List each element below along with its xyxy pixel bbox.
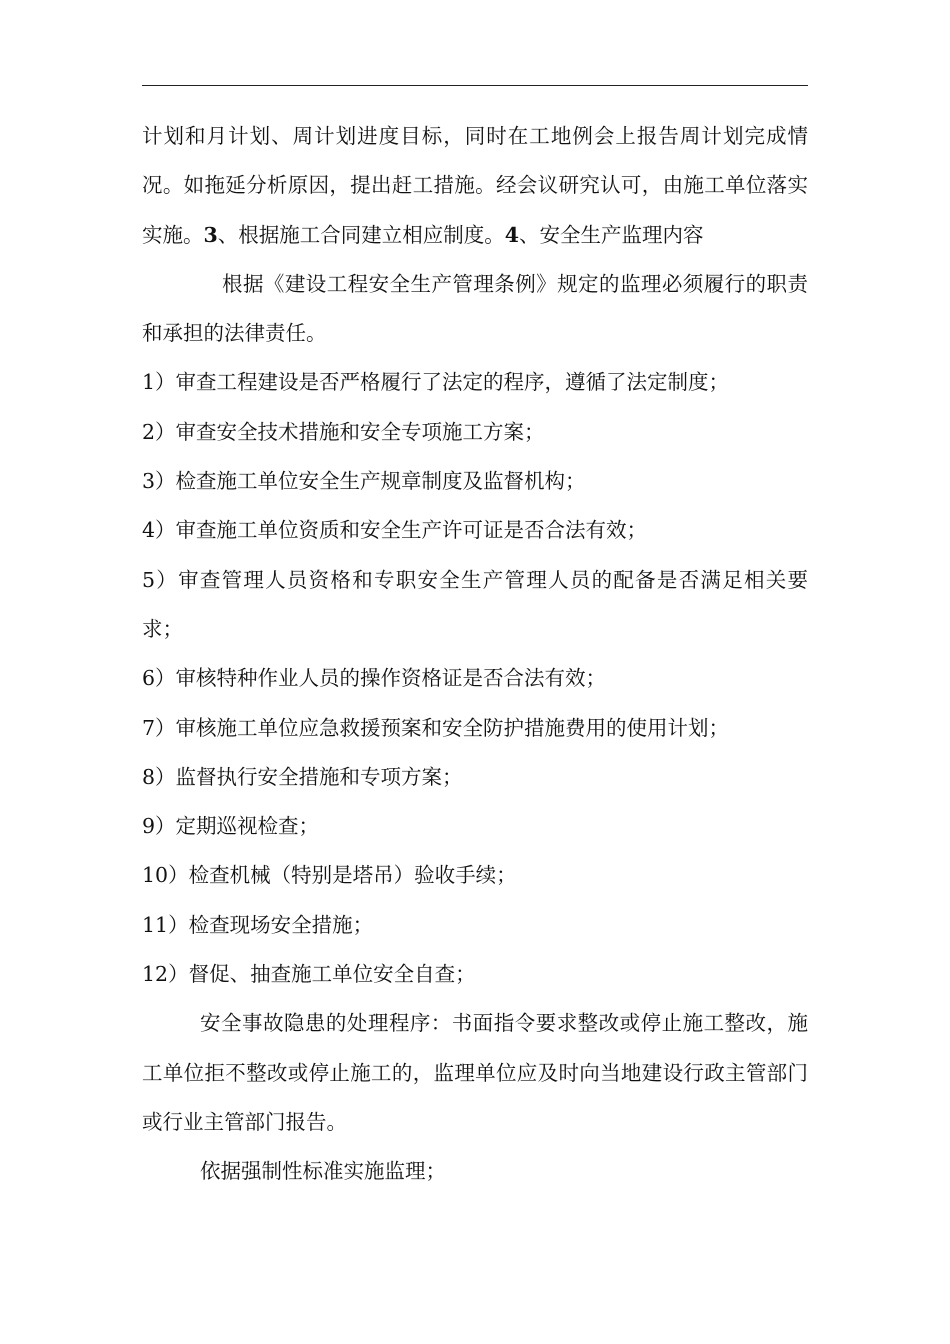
section-number-3: 3 — [203, 222, 218, 247]
paragraph-hazard-procedure: 安全事故隐患的处理程序：书面指令要求整改或停止施工整改，施工单位拒不整改或停止施工的，监理单位应及时向当地建设行政主管部门或行业主管部门报告。 — [142, 1011, 808, 1134]
list-item: 1）审查工程建设是否严格履行了法定的程序，遵循了法定制度； — [142, 370, 730, 395]
list-item: 11）检查现场安全措施； — [142, 912, 374, 937]
header-rule — [142, 85, 808, 86]
list-item: 5）审查管理人员资格和专职安全生产管理人员的配备是否满足相关要求； — [142, 567, 808, 641]
list-item: 12）督促、抽查施工单位安全自查； — [142, 962, 476, 987]
list-item: 10）检查机械（特别是塔吊）验收手续； — [142, 863, 517, 888]
list-item: 4）审查施工单位资质和安全生产许可证是否合法有效； — [142, 518, 648, 543]
paragraph-progress-plan — [142, 112, 808, 260]
section-number-4: 4 — [504, 222, 520, 247]
list-item: 6）审核特种作业人员的操作资格证是否合法有效； — [142, 666, 607, 691]
document-body — [142, 112, 808, 1197]
paragraph-text: 、根据施工合同建立相应制度。 — [217, 222, 505, 247]
paragraph-regulation: 根据《建设工程安全生产管理条例》规定的监理必须履行的职责和承担的法律责任。 — [142, 271, 808, 346]
list-item: 8）监督执行安全措施和专项方案； — [142, 764, 463, 789]
section-heading: 、安全生产监理内容 — [519, 222, 704, 247]
list-item: 3）检查施工单位安全生产规章制度及监督机构； — [142, 469, 586, 494]
list-item: 2）审查安全技术措施和安全专项施工方案； — [142, 419, 545, 444]
list-item: 7）审核施工单位应急救援预案和安全防护措施费用的使用计划； — [142, 715, 730, 740]
paragraph-mandatory-standard: 依据强制性标准实施监理； — [200, 1159, 446, 1184]
list-item: 9）定期巡视检查； — [142, 814, 320, 839]
paragraph-text: 计划和月计划、周计划进度目标，同时在工地例会上报告周计划完成情况。如拖延分析原因，提出赶工措施。经会议研究认可，由施工单位落实实施。 — [142, 124, 808, 247]
